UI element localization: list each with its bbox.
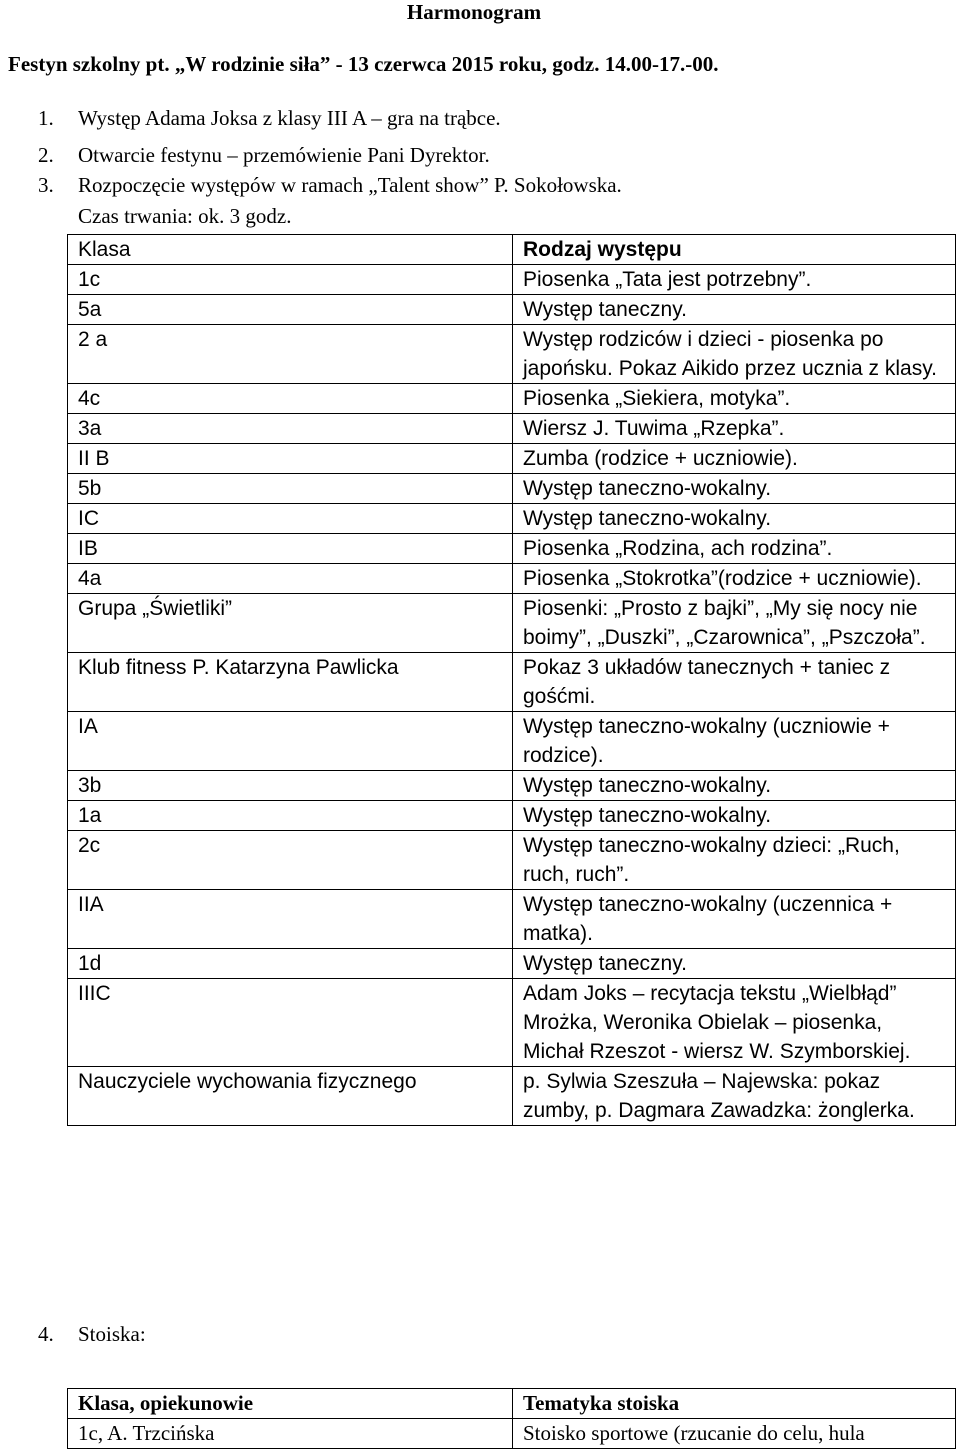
table-cell-opis: Występ taneczny. bbox=[513, 949, 956, 979]
table-cell-opis: Stoisko sportowe (rzucanie do celu, hula bbox=[513, 1419, 956, 1449]
table-cell-klasa: IIA bbox=[68, 890, 513, 949]
stoiska-table bbox=[67, 1388, 956, 1449]
table-cell-klasa: IIIC bbox=[68, 979, 513, 1067]
table-cell-klasa: 5a bbox=[68, 295, 513, 325]
column-header-rodzaj-wystepu: Rodzaj występu bbox=[513, 235, 956, 265]
table-row bbox=[68, 504, 956, 534]
column-header-tematyka: Tematyka stoiska bbox=[513, 1389, 956, 1419]
table-header-row bbox=[68, 235, 956, 265]
table-cell-klasa: 2c bbox=[68, 831, 513, 890]
table-cell-opis: Piosenka „Stokrotka”(rodzice + uczniowie). bbox=[513, 564, 956, 594]
table-cell-opis: Występ taneczno-wokalny. bbox=[513, 771, 956, 801]
duration-note: Czas trwania: ok. 3 godz. bbox=[78, 204, 292, 228]
table-row bbox=[68, 1067, 956, 1126]
table-cell-opis: Występ taneczno-wokalny (uczniowie + rodzice). bbox=[513, 712, 956, 771]
table-cell-opis: Pokaz 3 układów tanecznych + taniec z gośćmi. bbox=[513, 653, 956, 712]
table-row bbox=[68, 801, 956, 831]
table-row bbox=[68, 474, 956, 504]
program-item-text: Otwarcie festynu – przemówienie Pani Dyrektor. bbox=[78, 143, 490, 167]
column-header-klasa-opiekunowie: Klasa, opiekunowie bbox=[68, 1389, 513, 1419]
table-cell-klasa: IB bbox=[68, 534, 513, 564]
table-cell-klasa: Klub fitness P. Katarzyna Pawlicka bbox=[68, 653, 513, 712]
table-row bbox=[68, 295, 956, 325]
table-cell-opis: Piosenki: „Prosto z bajki”, „My się nocy nie boimy”, „Duszki”, „Czarownica”, „Pszczoła”. bbox=[513, 594, 956, 653]
table-cell-opis: Występ taneczno-wokalny dzieci: „Ruch, ruch, ruch”. bbox=[513, 831, 956, 890]
stoiska-number: 4. bbox=[38, 1322, 54, 1346]
table-row bbox=[68, 653, 956, 712]
table-cell-klasa: 3a bbox=[68, 414, 513, 444]
table-cell-klasa: 4a bbox=[68, 564, 513, 594]
program-item-number: 3. bbox=[38, 173, 54, 197]
table-header-row bbox=[68, 1389, 956, 1419]
table-row bbox=[68, 265, 956, 295]
program-item-number: 2. bbox=[38, 143, 54, 167]
table-cell-opis: Piosenka „Tata jest potrzebny”. bbox=[513, 265, 956, 295]
table-cell-opis: Piosenka „Rodzina, ach rodzina”. bbox=[513, 534, 956, 564]
table-row bbox=[68, 979, 956, 1067]
table-cell-opis: Występ taneczno-wokalny. bbox=[513, 504, 956, 534]
table-row bbox=[68, 594, 956, 653]
table-row bbox=[68, 534, 956, 564]
table-cell-klasa: 2 a bbox=[68, 325, 513, 384]
program-item-number: 1. bbox=[38, 106, 54, 130]
table-row bbox=[68, 771, 956, 801]
table-cell-opis: Wiersz J. Tuwima „Rzepka”. bbox=[513, 414, 956, 444]
table-cell-klasa: II B bbox=[68, 444, 513, 474]
talent-show-table bbox=[67, 234, 956, 1126]
table-cell-klasa: 1c bbox=[68, 265, 513, 295]
table-cell-opis: Występ taneczno-wokalny. bbox=[513, 474, 956, 504]
program-item bbox=[38, 173, 622, 197]
table-cell-opis: Adam Joks – recytacja tekstu „Wielbłąd” Mrożka, Weronika Obielak – piosenka, Michał Rzeszot - wiersz W. Szymborskiej. bbox=[513, 979, 956, 1067]
table-cell-klasa: 5b bbox=[68, 474, 513, 504]
column-header-klasa: Klasa bbox=[68, 235, 513, 265]
table-cell-klasa: 3b bbox=[68, 771, 513, 801]
table-cell-klasa: Grupa „Świetliki” bbox=[68, 594, 513, 653]
table-row bbox=[68, 444, 956, 474]
table-cell-klasa: IC bbox=[68, 504, 513, 534]
table-cell-opis: Zumba (rodzice + uczniowie). bbox=[513, 444, 956, 474]
table-cell-opis: Piosenka „Siekiera, motyka”. bbox=[513, 384, 956, 414]
table-row bbox=[68, 325, 956, 384]
table-row bbox=[68, 949, 956, 979]
table-cell-opis: Występ taneczno-wokalny. bbox=[513, 801, 956, 831]
table-row bbox=[68, 712, 956, 771]
table-row bbox=[68, 831, 956, 890]
program-item bbox=[38, 106, 501, 130]
table-row bbox=[68, 564, 956, 594]
stoiska-heading-text: Stoiska: bbox=[78, 1322, 146, 1346]
table-cell-opis: Występ taneczny. bbox=[513, 295, 956, 325]
table-row bbox=[68, 384, 956, 414]
table-cell-opis: Występ rodziców i dzieci - piosenka po japońsku. Pokaz Aikido przez ucznia z klasy. bbox=[513, 325, 956, 384]
table-cell-opis: Występ taneczno-wokalny (uczennica + matka). bbox=[513, 890, 956, 949]
festival-headline: Festyn szkolny pt. „W rodzinie siła” - 13 czerwca 2015 roku, godz. 14.00-17.-00. bbox=[8, 52, 719, 76]
table-row bbox=[68, 1419, 956, 1449]
table-row bbox=[68, 890, 956, 949]
table-cell-klasa: 1c, A. Trzcińska bbox=[68, 1419, 513, 1449]
stoiska-heading bbox=[38, 1322, 146, 1346]
table-cell-klasa: 1a bbox=[68, 801, 513, 831]
table-cell-klasa: 4c bbox=[68, 384, 513, 414]
table-cell-klasa: IA bbox=[68, 712, 513, 771]
table-row bbox=[68, 414, 956, 444]
program-item bbox=[38, 143, 490, 167]
table-cell-klasa: 1d bbox=[68, 949, 513, 979]
program-item-text: Występ Adama Joksa z klasy III A – gra na trąbce. bbox=[78, 106, 501, 130]
document-title: Harmonogram bbox=[406, 0, 542, 24]
program-item-text: Rozpoczęcie występów w ramach „Talent show” P. Sokołowska. bbox=[78, 173, 622, 197]
table-cell-opis: p. Sylwia Szeszuła – Najewska: pokaz zumby, p. Dagmara Zawadzka: żonglerka. bbox=[513, 1067, 956, 1126]
table-cell-klasa: Nauczyciele wychowania fizycznego bbox=[68, 1067, 513, 1126]
